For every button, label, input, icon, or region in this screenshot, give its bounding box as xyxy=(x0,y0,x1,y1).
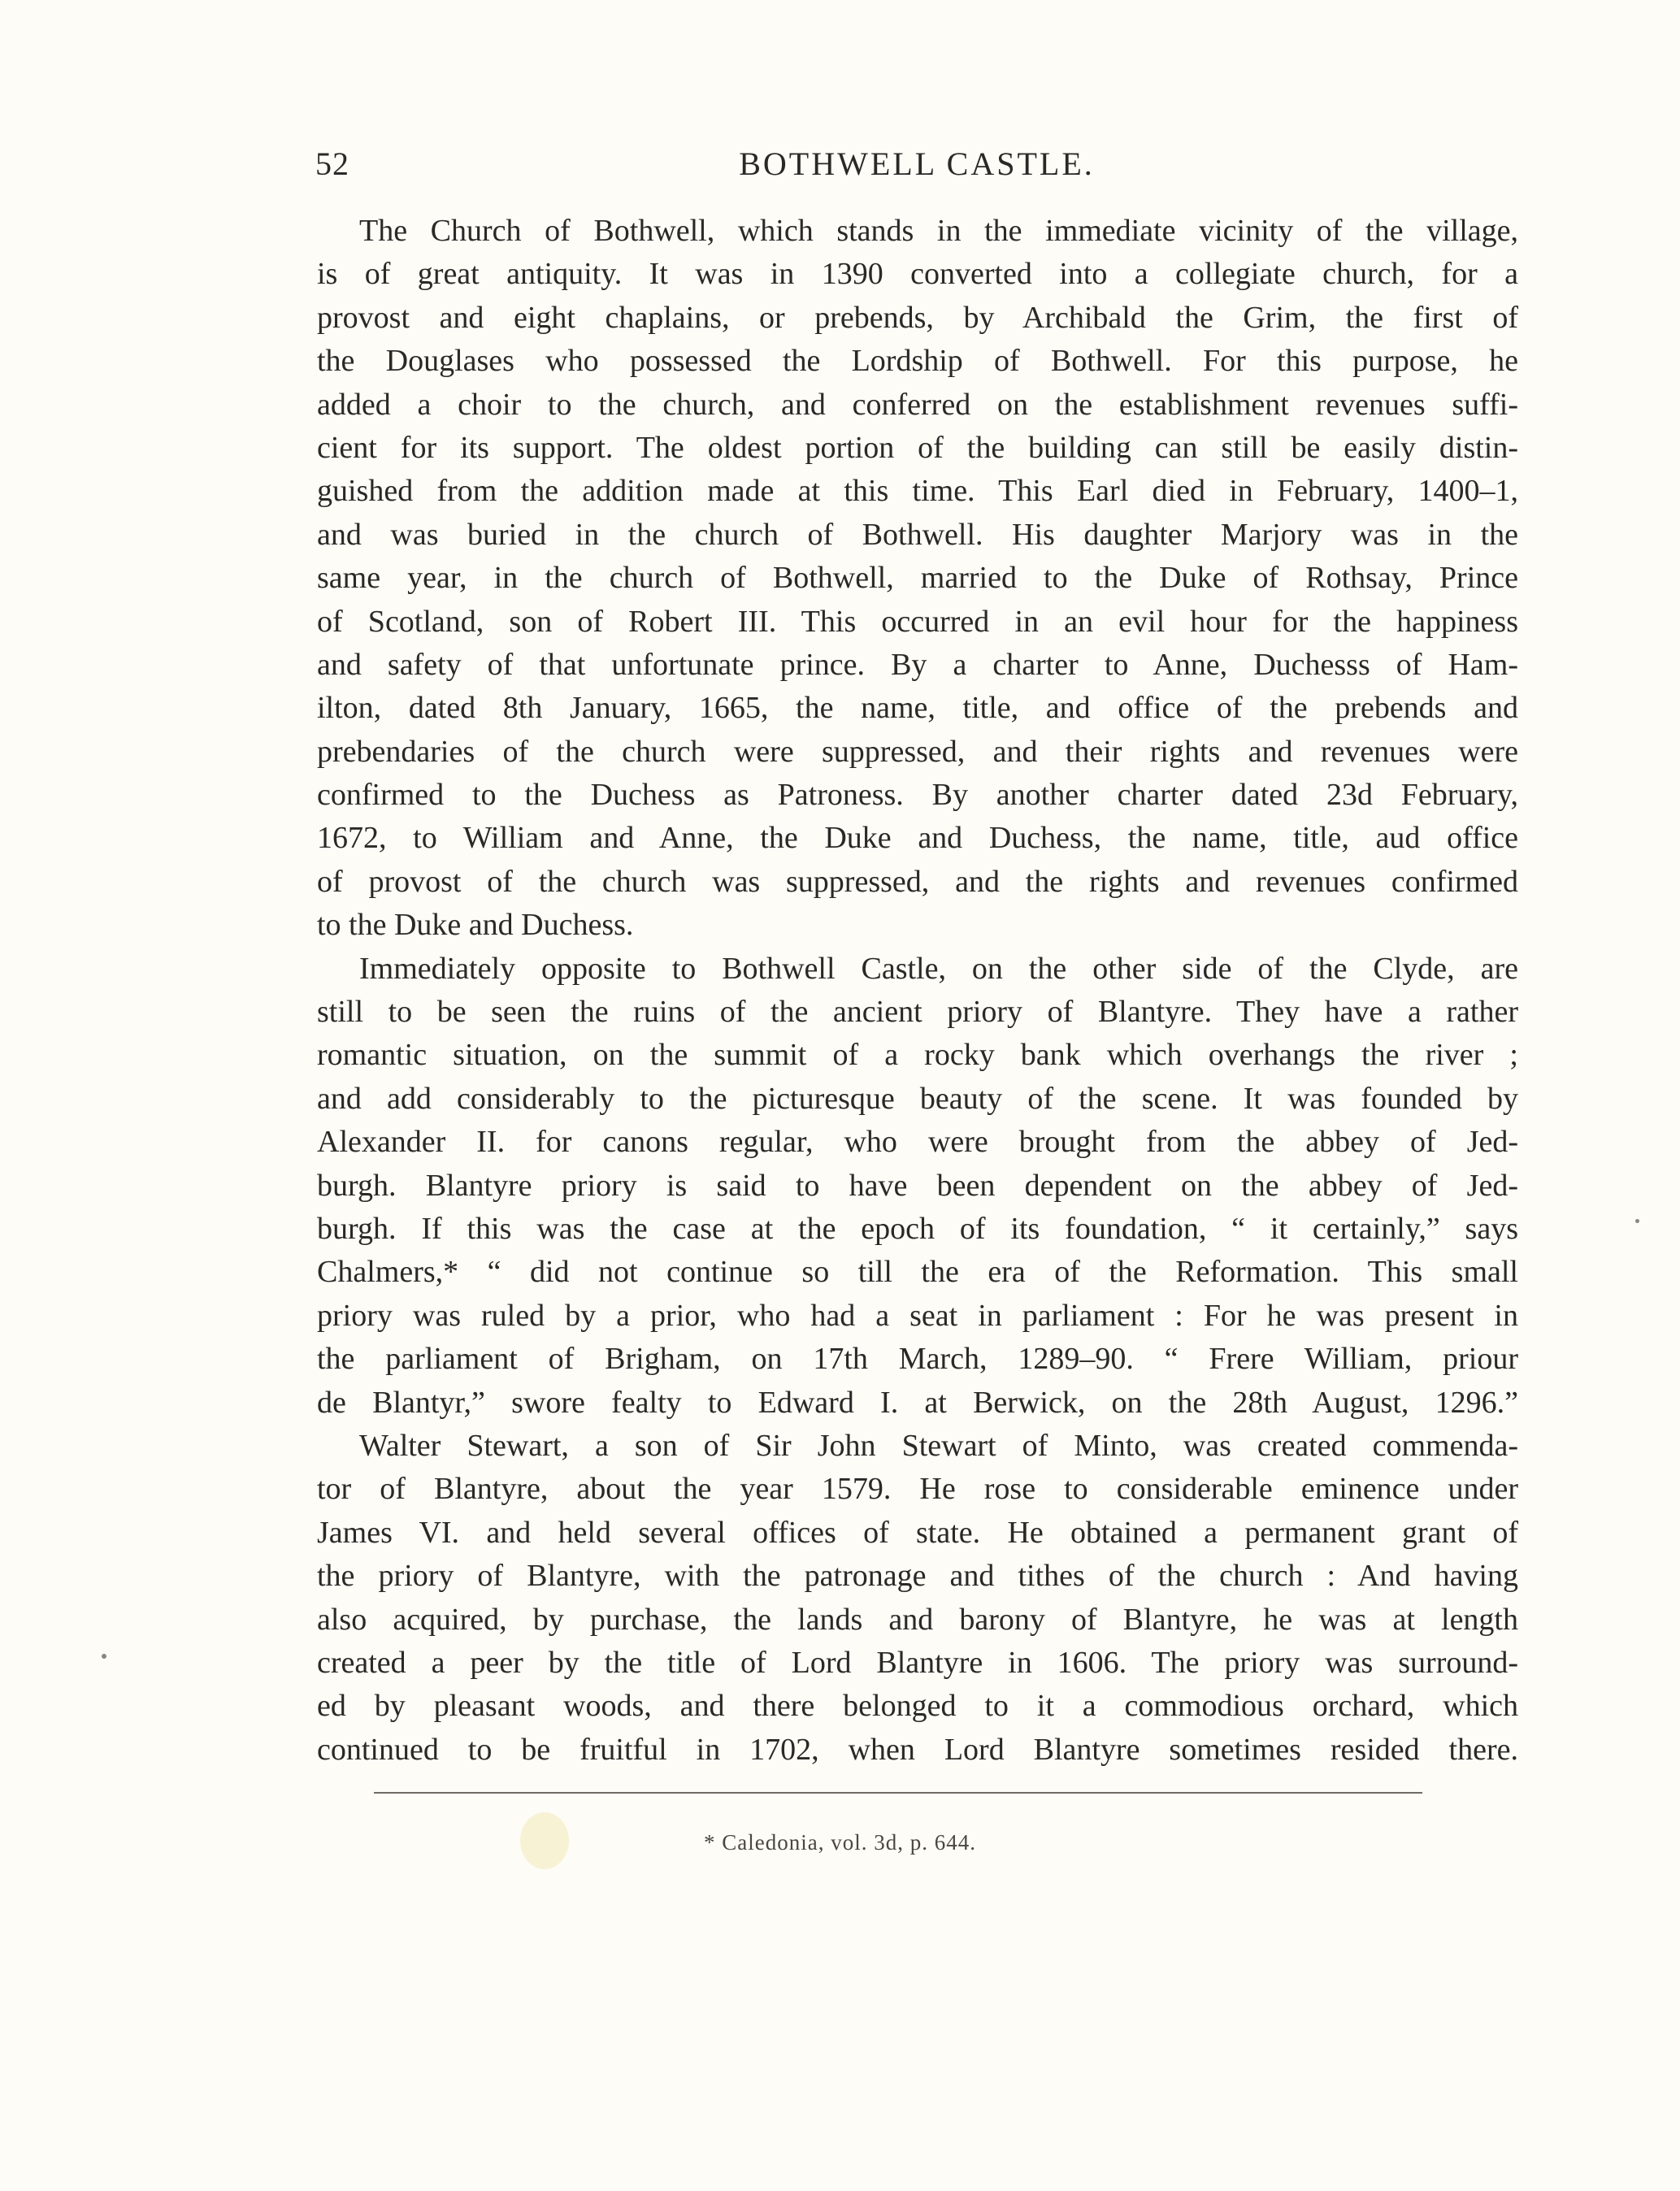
text-line: created a peer by the title of Lord Blantyre in 1606. The priory was surround- xyxy=(317,1645,1518,1680)
text-line: burgh. Blantyre priory is said to have been dependent on the abbey of Jed- xyxy=(317,1168,1518,1203)
text-line: the Douglases who possessed the Lordship of Bothwell. For this purpose, he xyxy=(317,344,1518,379)
text-line: priory was ruled by a prior, who had a seat in parliament : For he was present in xyxy=(317,1298,1518,1333)
footnote-rule xyxy=(374,1792,1422,1794)
text-line: guished from the addition made at this time. This Earl died in February, 1400–1, xyxy=(317,474,1518,509)
paper-speck xyxy=(102,1654,106,1659)
running-title: BOTHWELL CASTLE. xyxy=(739,145,1095,182)
text-line: still to be seen the ruins of the ancient priory of Blantyre. They have a rather xyxy=(317,995,1518,1030)
text-line: James VI. and held several offices of state. He obtained a permanent grant of xyxy=(317,1515,1518,1550)
text-line: and safety of that unfortunate prince. By a charter to Anne, Duchesss of Ham- xyxy=(317,647,1518,682)
text-line: de Blantyr,” swore fealty to Edward I. at Berwick, on the 28th August, 1296.” xyxy=(317,1385,1518,1420)
text-line: and was buried in the church of Bothwell. His daughter Marjory was in the xyxy=(317,517,1518,552)
text-line: to the Duke and Duchess. xyxy=(317,908,634,943)
text-line: Alexander II. for canons regular, who were brought from the abbey of Jed- xyxy=(317,1125,1518,1160)
text-line: of Scotland, son of Robert III. This occurred in an evil hour for the happiness xyxy=(317,604,1518,639)
text-line: ilton, dated 8th January, 1665, the name, title, and office of the prebends and xyxy=(317,691,1518,726)
text-line: added a choir to the church, and conferred on the establishment revenues suffi- xyxy=(317,387,1518,422)
text-line: Chalmers,* “ did not continue so till the era of the Reformation. This small xyxy=(317,1255,1518,1290)
text-line: burgh. If this was the case at the epoch of its foundation, “ it certainly,” says xyxy=(317,1211,1518,1246)
text-line: same year, in the church of Bothwell, married to the Duke of Rothsay, Prince xyxy=(317,561,1518,596)
text-line: romantic situation, on the summit of a rocky bank which overhangs the river ; xyxy=(317,1038,1518,1073)
text-line: ed by pleasant woods, and there belonged to it a commodious orchard, which xyxy=(317,1689,1518,1724)
text-line: cient for its support. The oldest portion of the building can still be easily distin- xyxy=(317,430,1518,465)
running-head xyxy=(315,145,1518,193)
text-line: Immediately opposite to Bothwell Castle, on the other side of the Clyde, are xyxy=(359,951,1518,986)
text-line: of provost of the church was suppressed, and the rights and revenues confirmed xyxy=(317,864,1518,899)
footnote: * Caledonia, vol. 3d, p. 644. xyxy=(704,1830,976,1855)
paper-speck xyxy=(1635,1219,1639,1223)
body-text xyxy=(317,210,1518,1772)
text-line: also acquired, by purchase, the lands and barony of Blantyre, he was at length xyxy=(317,1602,1518,1637)
text-line: and add considerably to the picturesque beauty of the scene. It was founded by xyxy=(317,1081,1518,1116)
text-line: continued to be fruitful in 1702, when Lord Blantyre sometimes resided there. xyxy=(317,1732,1518,1767)
text-line: prebendaries of the church were suppressed, and their rights and revenues were xyxy=(317,734,1518,769)
page-number: 52 xyxy=(315,145,349,182)
text-line: Walter Stewart, a son of Sir John Stewart of Minto, was created commenda- xyxy=(359,1428,1518,1463)
text-line: 1672, to William and Anne, the Duke and Duchess, the name, title, aud office xyxy=(317,821,1518,856)
text-line: The Church of Bothwell, which stands in the immediate vicinity of the village, xyxy=(359,214,1518,248)
text-line: is of great antiquity. It was in 1390 converted into a collegiate church, for a xyxy=(317,257,1518,292)
text-line: the parliament of Brigham, on 17th March, 1289–90. “ Frere William, priour xyxy=(317,1342,1518,1377)
text-line: the priory of Blantyre, with the patronage and tithes of the church : And having xyxy=(317,1559,1518,1594)
text-line: provost and eight chaplains, or prebends, by Archibald the Grim, the first of xyxy=(317,300,1518,335)
text-line: confirmed to the Duchess as Patroness. By another charter dated 23d February, xyxy=(317,778,1518,813)
text-line: tor of Blantyre, about the year 1579. He rose to considerable eminence under xyxy=(317,1472,1518,1507)
